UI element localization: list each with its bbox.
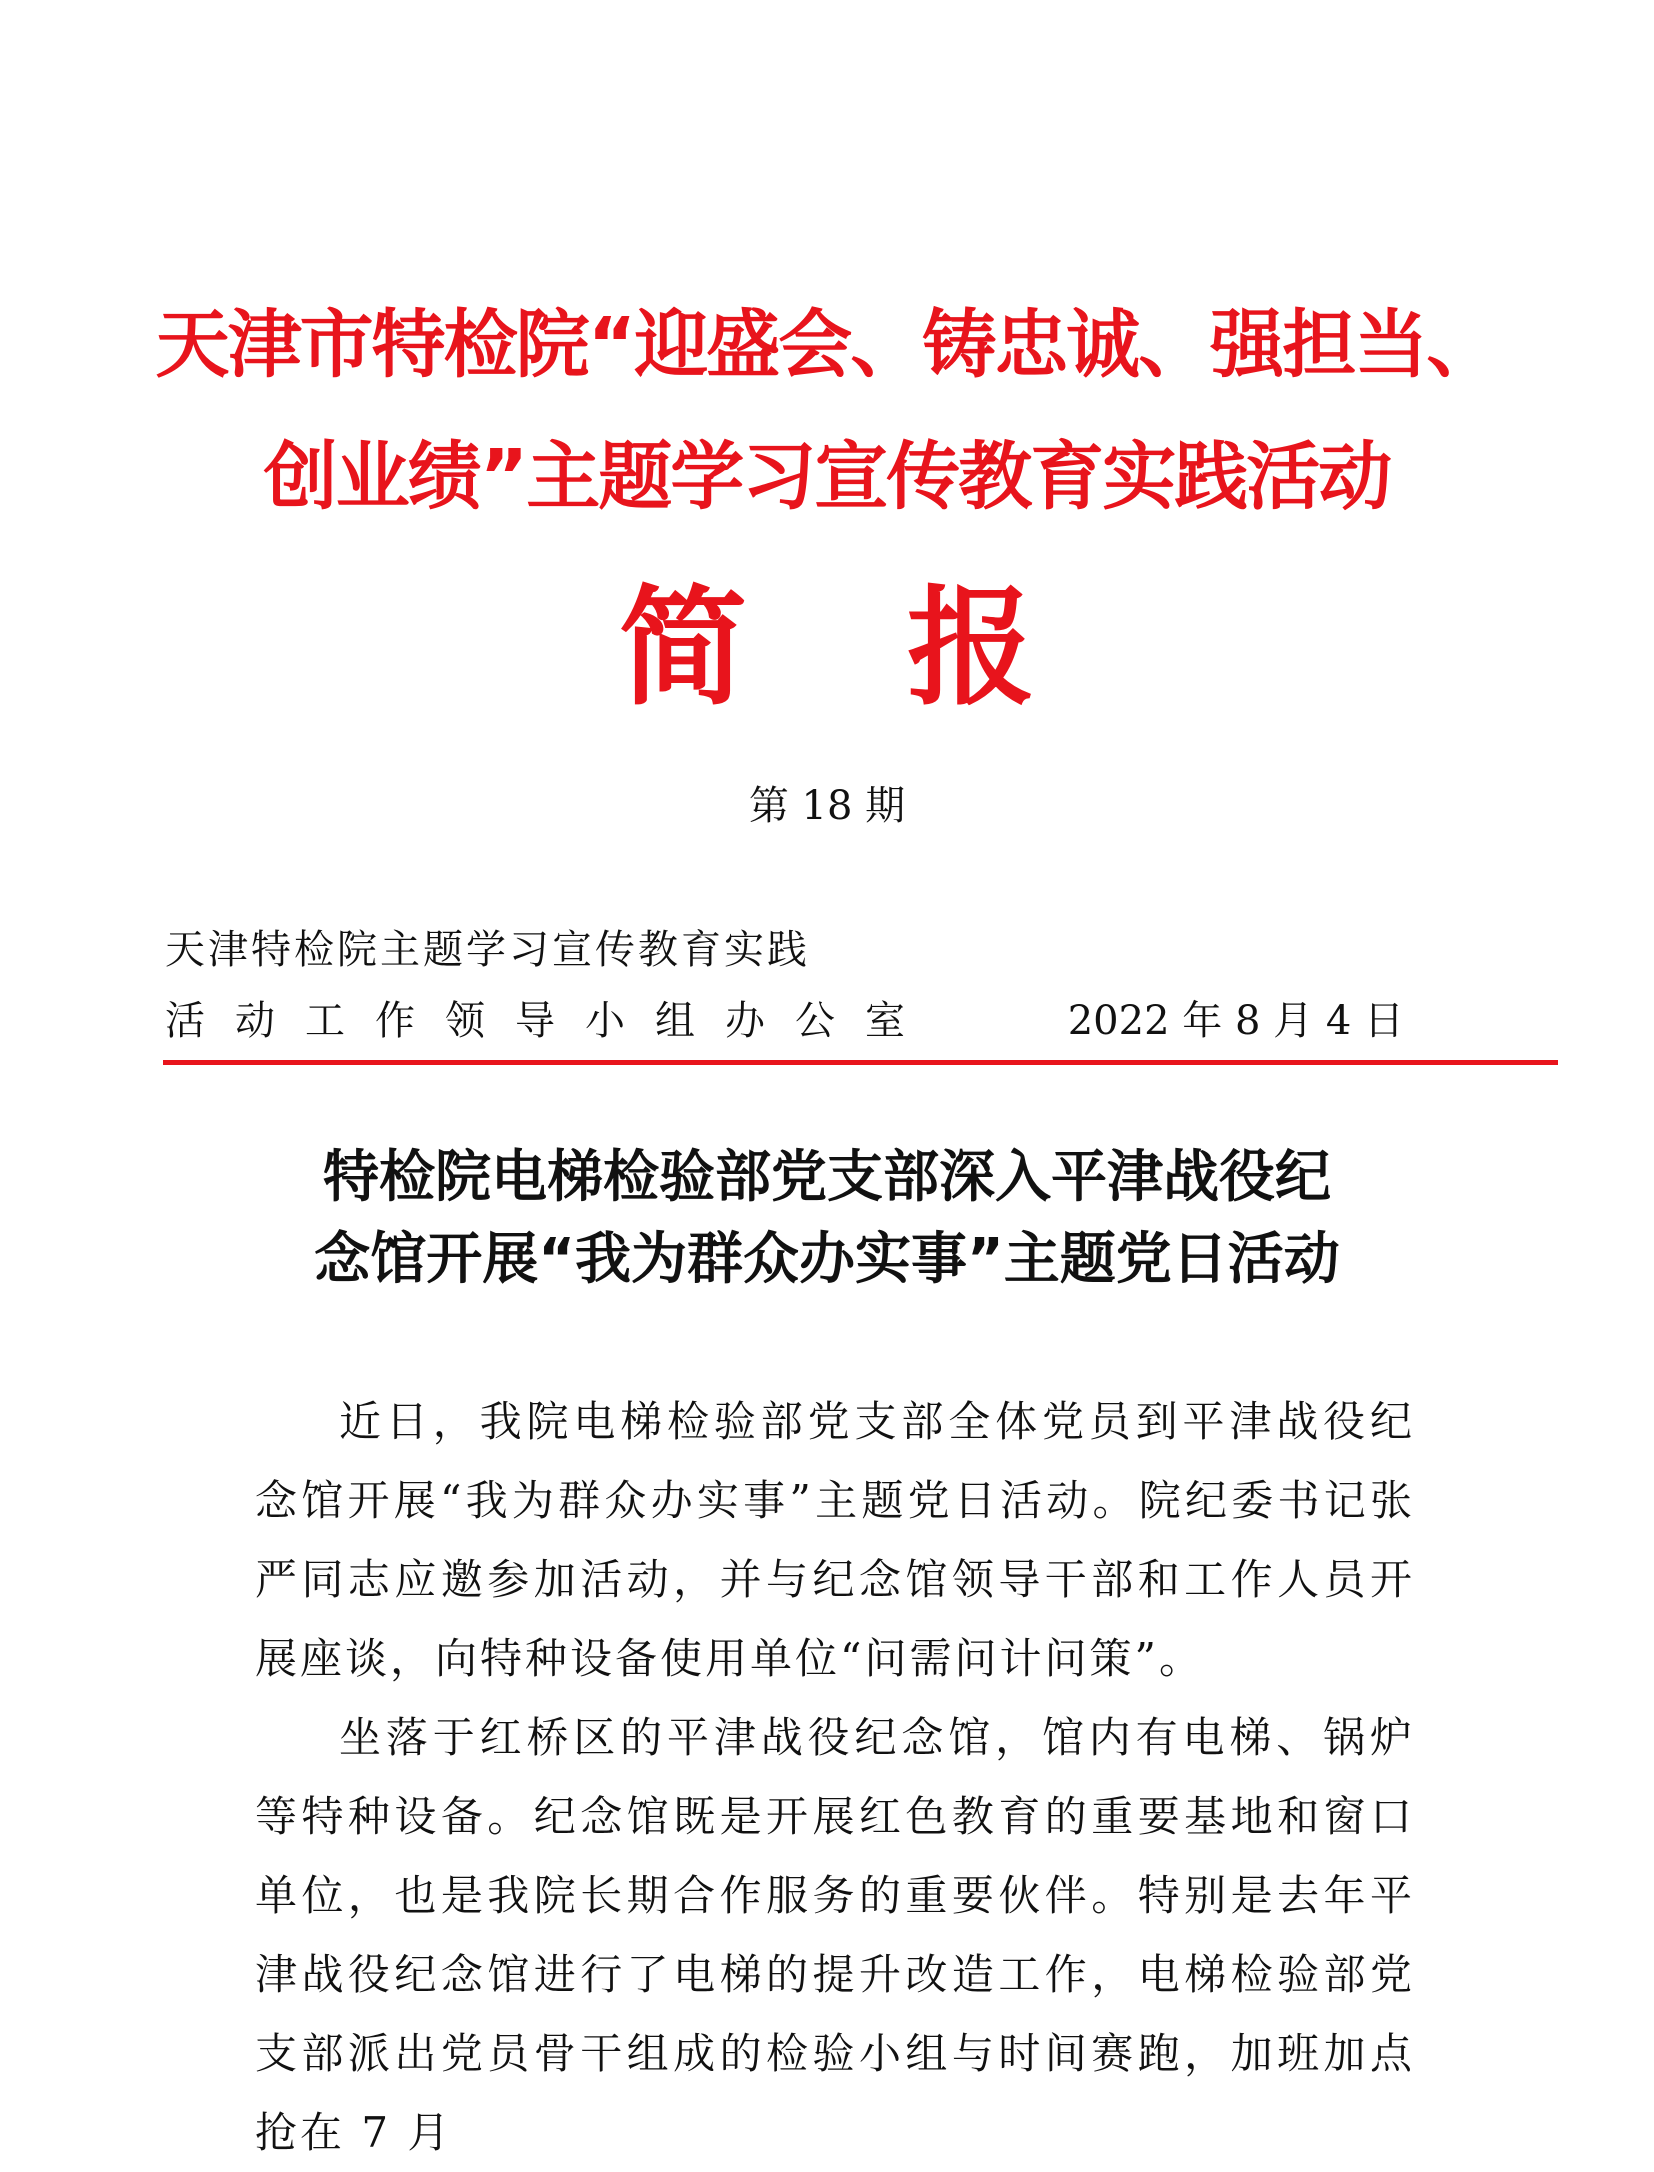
article-title-line1: 特检院电梯检验部党支部深入平津战役纪 bbox=[323, 1145, 1331, 1210]
sender-line1: 天津特检院主题学习宣传教育实践 bbox=[165, 927, 810, 973]
issue-number: 第 18 期 bbox=[748, 783, 906, 829]
header-title-line1: 天津市特检院“迎盛会、铸忠诚、强担当、 bbox=[155, 302, 1499, 388]
sender-line2: 活动工作领导小组办公室 bbox=[165, 998, 935, 1044]
masthead-char-bao: 报 bbox=[907, 574, 1036, 723]
body-paragraph: 近日，我院电梯检验部党支部全体党员到平津战役纪念馆开展“我为群众办实事”主题党日活动。院纪委书记张严同志应邀参加活动，并与纪念馆领导干部和工作人员开展座谈，向特种设备使用单位“问需问计问策”。 bbox=[255, 1397, 1415, 1683]
header-title-line2: 创业绩”主题学习宣传教育实践活动 bbox=[263, 434, 1391, 520]
publication-date: 2022 年 8 月 4 日 bbox=[1067, 998, 1404, 1044]
article-title-line2: 念馆开展“我为群众办实事”主题党日活动 bbox=[314, 1227, 1340, 1292]
body-paragraph: 坐落于红桥区的平津战役纪念馆，馆内有电梯、锅炉等特种设备。纪念馆既是开展红色教育的重要基地和窗口单位，也是我院长期合作服务的重要伙伴。特别是去年平津战役纪念馆进行了电梯的提升改造工作，电梯检验部党支部派出党员骨干组成的检验小组与时间赛跑，加班加点抢在 7 月 bbox=[255, 1713, 1415, 2157]
red-divider-rule bbox=[163, 1060, 1558, 1065]
masthead bbox=[0, 574, 1654, 723]
article-body bbox=[255, 1382, 1415, 2172]
masthead-char-jian: 简 bbox=[618, 574, 747, 723]
